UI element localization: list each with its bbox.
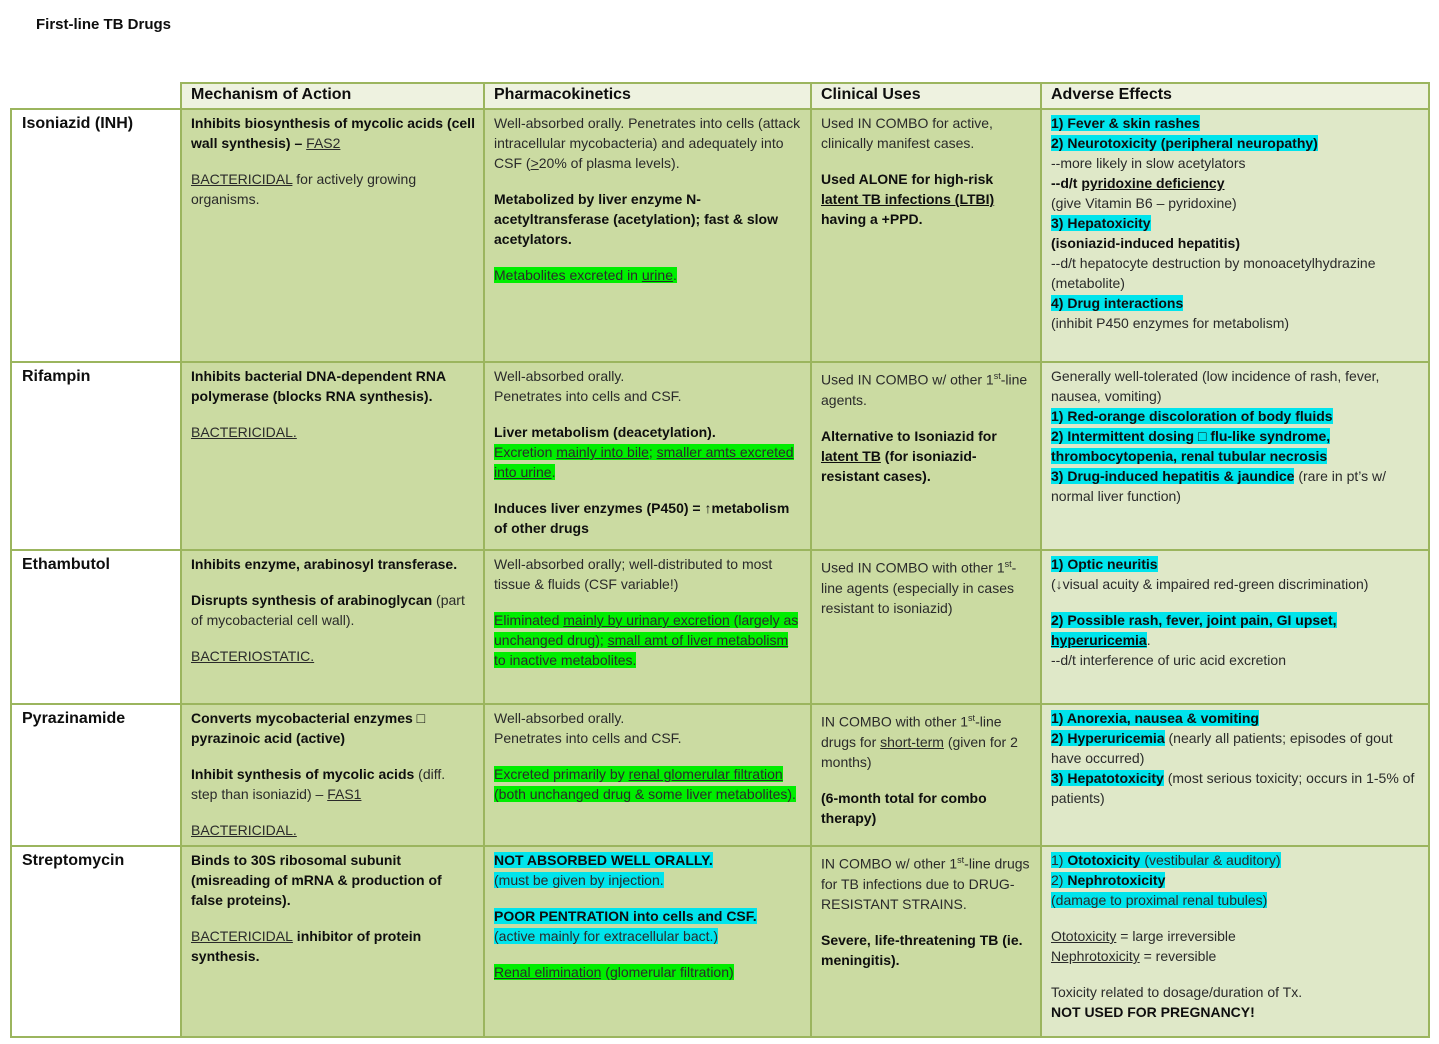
text-run: (isoniazid-induced hepatitis)	[1051, 235, 1241, 251]
text-run: (give Vitamin B6 – pyridoxine)	[1051, 195, 1237, 211]
cell-paragraph	[1051, 926, 1420, 946]
text-run: Penetrates into cells and CSF.	[494, 730, 682, 746]
cell-paragraph	[191, 820, 475, 840]
cell-paragraph	[1051, 574, 1420, 594]
text-run: FAS1	[327, 786, 362, 802]
text-run: Used IN COMBO w/ other 1	[821, 371, 994, 388]
blank-line	[494, 173, 802, 189]
cell-uses	[811, 109, 1041, 362]
table-body	[11, 109, 1429, 1037]
corner-cell	[11, 83, 181, 109]
text-run: (both unchanged drug & some liver metabolites).	[494, 786, 796, 802]
text-run: 2)	[1051, 872, 1068, 888]
text-run: st	[957, 855, 965, 865]
text-run: Inhibits enzyme, arabinosyl transferase.	[191, 556, 458, 572]
blank-line	[821, 410, 1032, 426]
cell-paragraph	[1051, 153, 1420, 173]
text-run: = large irreversible	[1116, 928, 1236, 944]
text-run: .	[1146, 632, 1151, 648]
cell-pk	[484, 109, 811, 362]
text-run: (most serious toxicity; occurs in 1-5% of patients)	[1051, 770, 1415, 806]
text-run: 20% of plasma levels).	[538, 155, 680, 171]
text-run: Disrupts synthesis of arabinoglycan	[191, 592, 433, 608]
blank-line	[191, 910, 475, 926]
text-run: Well-absorbed orally.	[494, 368, 625, 384]
text-run: (largely as unchanged drug);	[494, 612, 799, 648]
text-run: (vestibular & auditory)	[1140, 852, 1281, 868]
cell-pk	[484, 550, 811, 704]
column-header-mechanism: Mechanism of Action	[181, 83, 484, 109]
cell-moa	[181, 550, 484, 704]
cell-paragraph	[1051, 313, 1420, 333]
text-run: -line drugs for	[821, 713, 1002, 750]
cell-paragraph	[1051, 768, 1420, 808]
text-run: BACTERICIDAL.	[191, 424, 297, 440]
blank-line	[821, 914, 1032, 930]
cell-paragraph	[494, 962, 802, 982]
text-run: Renal elimination	[494, 964, 602, 980]
cell-paragraph	[494, 764, 802, 804]
text-run: (nearly all patients; episodes of gout have occurred)	[1051, 730, 1393, 766]
cell-paragraph	[1051, 650, 1420, 670]
blank-line	[1051, 594, 1420, 610]
cell-paragraph	[821, 366, 1032, 410]
cell-paragraph	[494, 926, 802, 946]
cell-paragraph	[191, 590, 475, 630]
text-run: NOT ABSORBED WELL ORALLY.	[494, 852, 713, 868]
text-run: 3) Hepatotoxicity	[1051, 770, 1164, 786]
cell-paragraph	[1051, 253, 1420, 293]
text-run: Alternative to Isoniazid for	[821, 427, 997, 444]
drug-name: Ethambutol	[11, 550, 181, 704]
text-run: -line drugs for TB infections due to DRUG-RESISTANT STRAINS.	[821, 855, 1030, 912]
cell-paragraph	[494, 870, 802, 890]
text-run: 1) Fever & skin rashes	[1051, 115, 1200, 131]
text-run: IN COMBO w/ other 1	[821, 855, 958, 872]
text-run: to inactive metabolites.	[494, 652, 637, 668]
header-row	[11, 83, 1429, 109]
text-run: ;	[648, 444, 657, 460]
cell-uses	[811, 846, 1041, 1037]
text-run: -line agents.	[821, 371, 1028, 408]
blank-line	[191, 574, 475, 590]
text-run: BACTERICIDAL.	[191, 822, 297, 838]
text-run: Excreted primarily by	[494, 766, 629, 782]
text-run: Induces liver enzymes (P450) = ↑metabolism of other drugs	[494, 500, 790, 536]
text-run: st	[993, 371, 1001, 381]
cell-paragraph	[1051, 113, 1420, 133]
text-run: (for isoniazid-resistant cases).	[821, 447, 977, 484]
cell-paragraph	[494, 610, 802, 670]
text-run: short-term	[880, 733, 944, 750]
cell-paragraph	[191, 850, 475, 910]
text-run: BACTERIOSTATIC.	[191, 648, 315, 664]
cell-paragraph	[1051, 708, 1420, 728]
text-run: (active mainly for extracellular bact.)	[494, 928, 719, 944]
text-run: Generally well-tolerated (low incidence of rash, fever, nausea, vomiting)	[1051, 368, 1380, 404]
text-run: (given for 2 months)	[821, 733, 1018, 770]
text-run: Used IN COMBO for active, clinically manifest cases.	[821, 115, 993, 151]
text-run: small amt of liver metabolism	[607, 632, 789, 648]
cell-paragraph	[494, 554, 802, 594]
text-run: Binds to 30S ribosomal subunit (misreading of mRNA & production of false proteins).	[191, 852, 442, 908]
drug-name: Rifampin	[11, 362, 181, 550]
blank-line	[821, 153, 1032, 169]
text-run: (inhibit P450 enzymes for metabolism)	[1051, 315, 1290, 331]
table-row	[11, 550, 1429, 704]
blank-line	[1051, 966, 1420, 982]
cell-paragraph	[821, 169, 1032, 229]
text-run: >	[530, 155, 539, 171]
cell-paragraph	[821, 788, 1032, 828]
blank-line	[494, 482, 802, 498]
cell-paragraph	[1051, 610, 1420, 650]
blank-line	[494, 748, 802, 764]
cell-paragraph	[1051, 366, 1420, 406]
text-run: 3) Drug-induced hepatitis & jaundice	[1051, 468, 1295, 484]
blank-line	[494, 890, 802, 906]
text-run: pyridoxine deficiency	[1081, 175, 1225, 191]
cell-paragraph	[191, 764, 475, 804]
cell-paragraph	[191, 169, 475, 209]
blank-line	[191, 630, 475, 646]
cell-paragraph	[821, 113, 1032, 153]
blank-line	[1051, 910, 1420, 926]
page-title: First-line TB Drugs	[36, 16, 172, 33]
text-run: latent TB infections (LTBI)	[821, 191, 995, 207]
blank-line	[494, 406, 802, 422]
text-run: 2) Intermittent dosing □ flu-like syndrome, thrombocytopenia, renal tubular necrosis	[1051, 428, 1331, 464]
cell-adverse	[1041, 704, 1429, 846]
cell-pk	[484, 362, 811, 550]
cell-paragraph	[821, 554, 1032, 618]
cell-paragraph	[494, 708, 802, 728]
text-run: mainly into bile	[556, 444, 649, 460]
text-run: Penetrates into cells and CSF.	[494, 388, 682, 404]
text-run: st	[1004, 559, 1012, 569]
cell-pk	[484, 846, 811, 1037]
table-row	[11, 846, 1429, 1037]
text-run: (damage to proximal renal tubules)	[1051, 892, 1268, 908]
text-run: Nephrotoxicity	[1051, 948, 1140, 964]
text-run: .	[673, 267, 677, 283]
blank-line	[494, 946, 802, 962]
text-run: having a +PPD.	[821, 211, 923, 227]
text-run: Severe, life-threatening TB (ie. meningitis).	[821, 931, 1023, 968]
blank-line	[191, 804, 475, 820]
text-run: Ototoxicity	[1051, 928, 1117, 944]
text-run: inhibitor of protein synthesis.	[191, 928, 422, 964]
text-run: Well-absorbed orally. Penetrates into cells (attack intracellular mycobacteria) and adequately into CSF (	[494, 115, 801, 171]
text-run: Eliminated	[494, 612, 564, 628]
cell-paragraph	[494, 113, 802, 173]
text-run: Inhibits bacterial DNA-dependent RNA polymerase (blocks RNA synthesis).	[191, 368, 446, 404]
cell-moa	[181, 846, 484, 1037]
text-run: Used IN COMBO with other 1	[821, 559, 1005, 576]
cell-adverse	[1041, 550, 1429, 704]
cell-paragraph	[494, 906, 802, 926]
text-run: (6-month total for combo therapy)	[821, 789, 987, 826]
cell-paragraph	[1051, 728, 1420, 768]
text-run: (diff. step than isoniazid) –	[191, 766, 446, 802]
text-run: 1)	[1051, 852, 1068, 868]
cell-paragraph	[494, 422, 802, 442]
cell-paragraph	[494, 442, 802, 482]
column-header-adverse-effects: Adverse Effects	[1041, 83, 1429, 109]
cell-paragraph	[1051, 406, 1420, 426]
text-run: (glomerular filtration)	[601, 964, 734, 980]
text-run: 2) Neurotoxicity (peripheral neuropathy)	[1051, 135, 1318, 151]
cell-paragraph	[1051, 982, 1420, 1002]
text-run: BACTERICIDAL	[191, 928, 293, 944]
text-run: smaller amts excreted into urine	[494, 444, 794, 480]
text-run: 4) Drug interactions	[1051, 295, 1184, 311]
text-run: BACTERICIDAL	[191, 171, 293, 187]
text-run: --d/t hepatocyte destruction by monoacetylhydrazine (metabolite)	[1051, 255, 1376, 291]
cell-moa	[181, 109, 484, 362]
text-run: Toxicity related to dosage/duration of Tx.	[1051, 984, 1303, 1000]
cell-paragraph	[1051, 466, 1420, 506]
text-run: 1) Anorexia, nausea & vomiting	[1051, 710, 1259, 726]
cell-moa	[181, 704, 484, 846]
text-run: 1) Optic neuritis	[1051, 556, 1158, 572]
blank-line	[191, 748, 475, 764]
cell-paragraph	[191, 646, 475, 666]
text-run: Excretion	[494, 444, 557, 460]
text-run: Liver metabolism (deacetylation).	[494, 424, 716, 440]
text-run: 2) Possible rash, fever, joint pain, GI upset,	[1051, 612, 1337, 628]
cell-paragraph	[494, 265, 802, 285]
cell-paragraph	[191, 366, 475, 406]
text-run: Nephrotoxicity	[1067, 872, 1166, 888]
drug-name: Streptomycin	[11, 846, 181, 1037]
cell-adverse	[1041, 846, 1429, 1037]
text-run: Metabolized by liver enzyme N-acetyltransferase (acetylation); fast & slow acetylators.	[494, 191, 778, 247]
text-run: --d/t interference of uric acid excretion	[1051, 652, 1286, 668]
text-run: = reversible	[1139, 948, 1217, 964]
text-run: POOR PENTRATION into cells and CSF.	[494, 908, 757, 924]
text-run: Inhibits biosynthesis of mycolic acids (cell wall synthesis) –	[191, 115, 475, 151]
text-run: 2) Hyperuricemia	[1051, 730, 1165, 746]
cell-uses	[811, 362, 1041, 550]
text-run: (↓visual acuity & impaired red-green discrimination)	[1051, 576, 1369, 592]
blank-line	[494, 249, 802, 265]
column-header-clinical-uses: Clinical Uses	[811, 83, 1041, 109]
cell-paragraph	[191, 422, 475, 442]
text-run: IN COMBO with other 1	[821, 713, 969, 730]
drug-name: Pyrazinamide	[11, 704, 181, 846]
text-run: Well-absorbed orally.	[494, 710, 625, 726]
cell-paragraph	[821, 850, 1032, 914]
text-run: urine	[641, 267, 673, 283]
blank-line	[821, 772, 1032, 788]
drug-name: Isoniazid (INH)	[11, 109, 181, 362]
blank-line	[494, 594, 802, 610]
text-run: --more likely in slow acetylators	[1051, 155, 1246, 171]
text-run: mainly by urinary excretion	[563, 612, 730, 628]
cell-paragraph	[191, 926, 475, 966]
cell-pk	[484, 704, 811, 846]
cell-adverse	[1041, 109, 1429, 362]
cell-paragraph	[494, 366, 802, 386]
cell-paragraph	[821, 708, 1032, 772]
cell-paragraph	[1051, 173, 1420, 193]
text-run: FAS2	[306, 135, 341, 151]
cell-paragraph	[1051, 133, 1420, 153]
text-run: st	[968, 713, 976, 723]
cell-paragraph	[191, 554, 475, 574]
table-row	[11, 704, 1429, 846]
cell-paragraph	[1051, 554, 1420, 574]
cell-paragraph	[1051, 233, 1420, 253]
cell-paragraph	[191, 708, 475, 748]
text-run: hyperuricemia	[1051, 632, 1147, 648]
cell-uses	[811, 704, 1041, 846]
cell-moa	[181, 362, 484, 550]
text-run: -line agents (especially in cases resistant to isoniazid)	[821, 559, 1017, 616]
cell-paragraph	[1051, 870, 1420, 890]
cell-paragraph	[1051, 426, 1420, 466]
text-run: (must be given by injection.	[494, 872, 664, 888]
text-run: Metabolites excreted in	[494, 267, 642, 283]
cell-paragraph	[494, 728, 802, 748]
cell-paragraph	[191, 113, 475, 153]
text-run: 3) Hepatoxicity	[1051, 215, 1151, 231]
text-run: Converts mycobacterial enzymes □ pyrazinoic acid (active)	[191, 710, 426, 746]
table-row	[11, 109, 1429, 362]
text-run: 1) Red-orange discoloration of body fluids	[1051, 408, 1333, 424]
text-run: --d/t	[1051, 175, 1082, 191]
text-run: NOT USED FOR PREGNANCY!	[1051, 1004, 1255, 1020]
cell-paragraph	[821, 930, 1032, 970]
tb-drugs-table	[10, 82, 1430, 1038]
cell-paragraph	[1051, 293, 1420, 313]
text-run: renal glomerular filtration	[628, 766, 783, 782]
blank-line	[191, 406, 475, 422]
cell-paragraph	[1051, 946, 1420, 966]
column-header-pharmacokinetics: Pharmacokinetics	[484, 83, 811, 109]
text-run: Used ALONE for high-risk	[821, 171, 994, 187]
text-run: for actively growing organisms.	[191, 171, 417, 207]
cell-paragraph	[494, 386, 802, 406]
cell-paragraph	[1051, 1002, 1420, 1022]
text-run: latent TB	[821, 447, 881, 464]
cell-uses	[811, 550, 1041, 704]
cell-paragraph	[494, 498, 802, 538]
cell-paragraph	[494, 850, 802, 870]
cell-adverse	[1041, 362, 1429, 550]
cell-paragraph	[1051, 193, 1420, 213]
cell-paragraph	[821, 426, 1032, 486]
text-run: .	[551, 464, 556, 480]
cell-paragraph	[1051, 850, 1420, 870]
cell-paragraph	[494, 189, 802, 249]
text-run: Inhibit synthesis of mycolic acids	[191, 766, 415, 782]
text-run: Ototoxicity	[1067, 852, 1141, 868]
cell-paragraph	[1051, 890, 1420, 910]
table-row	[11, 362, 1429, 550]
text-run: (part of mycobacterial cell wall).	[191, 592, 465, 628]
text-run: (rare in pt’s w/ normal liver function)	[1051, 468, 1387, 504]
blank-line	[191, 153, 475, 169]
text-run: Well-absorbed orally; well-distributed to most tissue & fluids (CSF variable!)	[494, 556, 773, 592]
cell-paragraph	[1051, 213, 1420, 233]
